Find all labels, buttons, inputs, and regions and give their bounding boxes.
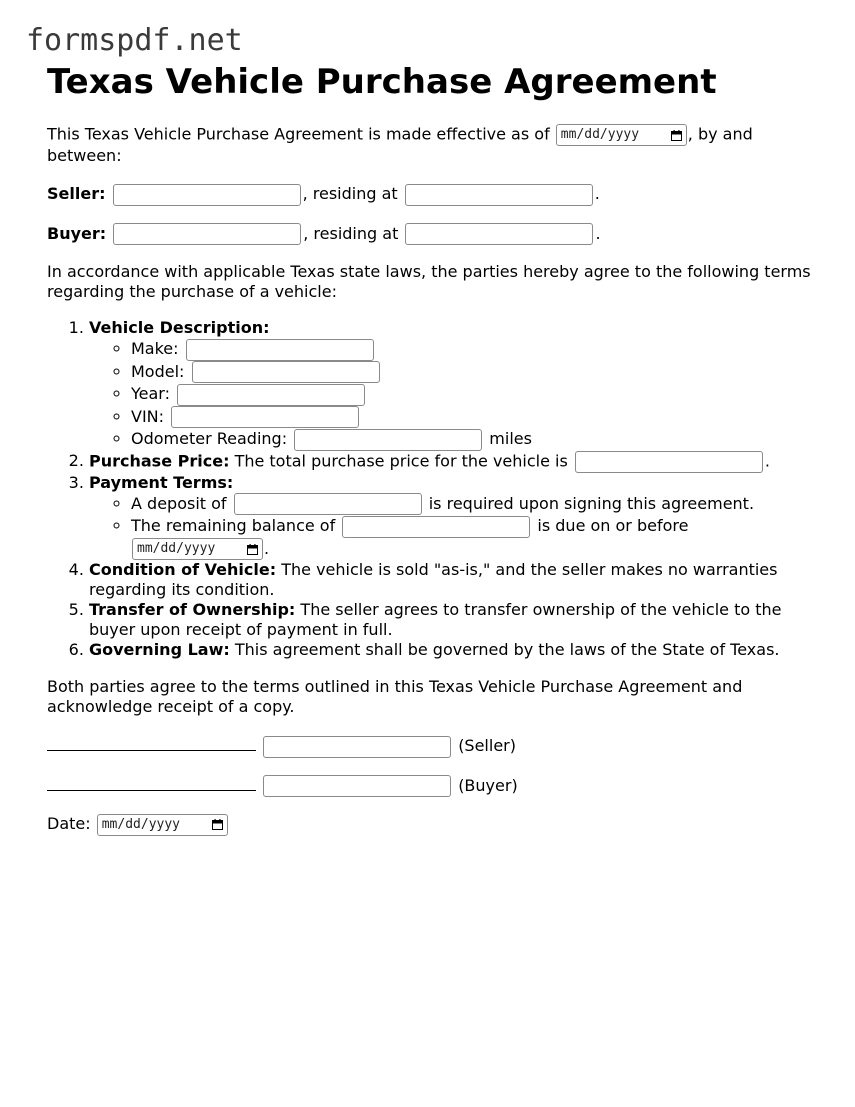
vin-label: VIN: [131, 406, 165, 426]
vehicle-vin-input[interactable] [171, 406, 359, 428]
signature-underline [47, 774, 256, 791]
signature-underline [47, 734, 256, 751]
buyer-address-input[interactable] [405, 223, 593, 245]
purchase-price-input[interactable] [575, 451, 763, 473]
seller-address-input[interactable] [405, 184, 593, 206]
intro-paragraph [47, 124, 817, 166]
vehicle-vin-item [131, 406, 817, 429]
vehicle-year-item [131, 383, 817, 406]
terms-list [47, 318, 817, 660]
transfer-text: The seller agrees to transfer ownership of the vehicle to the buyer upon receipt of payment in full. [89, 600, 782, 639]
intro-text: This Texas Vehicle Purchase Agreement is made effective as of [47, 124, 550, 144]
seller-residing-text: , residing at [302, 184, 398, 203]
purchase-price-text: The total purchase price for the vehicle is [234, 451, 568, 470]
signature-date-input[interactable] [97, 814, 228, 836]
date-placeholder: mm/dd/yyyy [101, 816, 181, 832]
balance-text: The remaining balance of [131, 516, 336, 535]
date-placeholder: mm/dd/yyyy [137, 541, 216, 556]
seller-line [47, 183, 817, 206]
model-label: Model: [131, 361, 185, 381]
watermark: formspdf.net [26, 23, 243, 58]
signature-date-line [47, 813, 817, 836]
seller-role-label: (Seller) [458, 736, 516, 755]
term-title: Purchase Price: [89, 451, 230, 470]
date-placeholder: mm/dd/yyyy [560, 127, 640, 142]
buyer-role-label: (Buyer) [458, 775, 518, 795]
vehicle-year-input[interactable] [177, 384, 365, 406]
balance-due-date-input[interactable] [132, 538, 263, 560]
vehicle-make-input[interactable] [186, 339, 374, 361]
buyer-signature-line [47, 774, 817, 798]
calendar-icon[interactable] [671, 130, 682, 141]
term-title: Transfer of Ownership: [89, 600, 296, 619]
balance-input[interactable] [342, 516, 530, 538]
term-transfer [89, 600, 817, 640]
deposit-text: A deposit of [131, 493, 227, 513]
term-title: Payment Terms: [89, 472, 234, 492]
term-payment-terms [89, 473, 817, 561]
term-condition [89, 560, 817, 600]
buyer-line-end: . [595, 223, 601, 243]
seller-name-input[interactable] [113, 184, 301, 206]
purchase-price-end: . [764, 451, 770, 470]
balance-end: . [264, 538, 270, 558]
deposit-text-end: is required upon signing this agreement. [428, 493, 755, 513]
seller-signature-line [47, 734, 817, 758]
buyer-name-input[interactable] [113, 223, 301, 245]
term-title: Condition of Vehicle: [89, 560, 277, 579]
date-label: Date: [47, 814, 91, 833]
odometer-input[interactable] [294, 429, 482, 451]
vehicle-details-list [89, 338, 817, 451]
buyer-printed-name-input[interactable] [263, 775, 451, 797]
closing-paragraph: Both parties agree to the terms outlined in this Texas Vehicle Purchase Agreement and acknowledge receipt of a copy. [47, 677, 743, 716]
term-title: Vehicle Description: [89, 318, 270, 337]
seller-line-end: . [594, 184, 600, 203]
governing-law-text: This agreement shall be governed by the laws of the State of Texas. [234, 640, 780, 659]
term-purchase-price [89, 451, 817, 473]
vehicle-make-item [131, 338, 817, 361]
vehicle-odometer-item [131, 428, 817, 451]
intro-text-end: , by and between: [47, 124, 753, 165]
page-title: Texas Vehicle Purchase Agreement [47, 62, 717, 102]
term-title: Governing Law: [89, 640, 230, 659]
odometer-unit: miles [489, 429, 532, 448]
condition-text: The vehicle is sold "as-is," and the seller makes no warranties regarding its condition. [89, 560, 778, 599]
balance-text-end: is due on or before [537, 516, 689, 535]
terms-intro: In accordance with applicable Texas state laws, the parties hereby agree to the following terms regarding the purchase of a vehicle: [47, 262, 811, 301]
calendar-icon[interactable] [212, 819, 223, 830]
seller-label: Seller: [47, 184, 106, 203]
seller-printed-name-input[interactable] [263, 736, 451, 758]
effective-date-input[interactable] [556, 124, 687, 146]
term-governing-law [89, 640, 817, 660]
buyer-residing-text: , residing at [303, 223, 399, 243]
deposit-item [131, 493, 817, 516]
deposit-input[interactable] [234, 493, 422, 515]
calendar-icon[interactable] [247, 544, 258, 555]
term-vehicle-description [89, 318, 817, 451]
make-label: Make: [131, 339, 179, 358]
buyer-label: Buyer: [47, 223, 107, 243]
payment-terms-list [89, 493, 817, 561]
year-label: Year: [131, 384, 170, 403]
buyer-line [47, 223, 817, 246]
odometer-label: Odometer Reading: [131, 429, 288, 448]
agreement-form [47, 62, 817, 836]
balance-item [131, 515, 817, 560]
vehicle-model-input[interactable] [192, 361, 380, 383]
vehicle-model-item [131, 361, 817, 384]
